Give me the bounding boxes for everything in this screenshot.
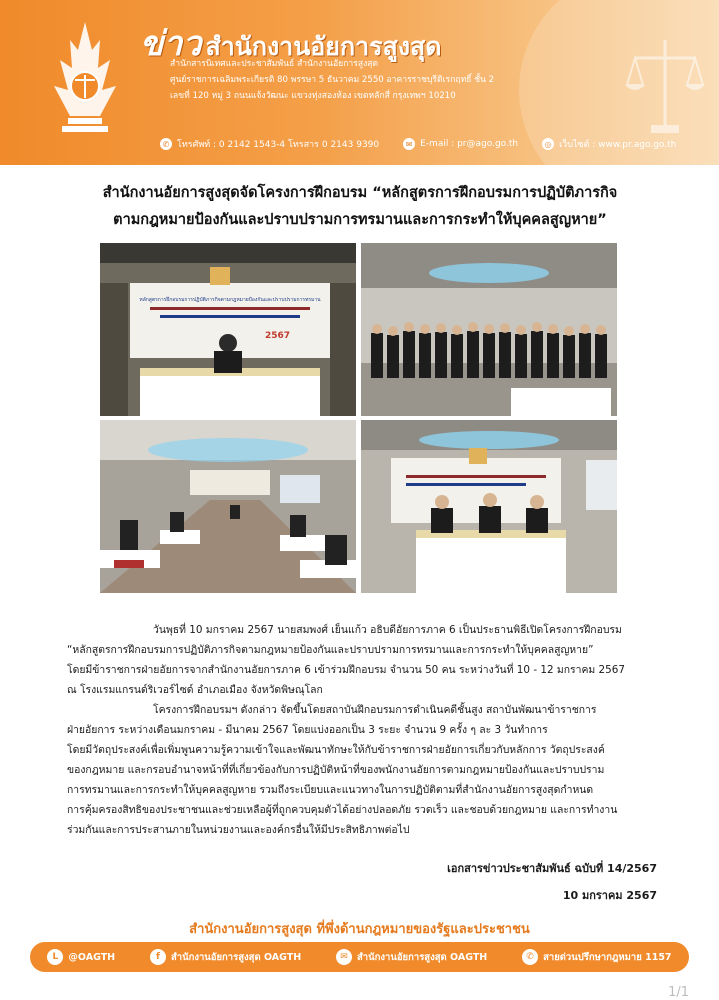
- paragraph-line: “หลักสูตรการฝึกอบรมการปฏิบัติภารกิจตามกฎหมายป้องกันและปราบปรามการทรมานและการกระทำให้บุคคลสูญหาย”: [67, 644, 594, 656]
- svg-text:หลักสูตรการฝึกอบรมการปฏิบัติภา: หลักสูตรการฝึกอบรมการปฏิบัติภารกิจตามกฎหมายป้องกันและปราบปรามการทรมาน: [139, 297, 321, 303]
- line-icon: L: [47, 949, 63, 965]
- title-news: ข่าว: [140, 24, 202, 64]
- address-block: [170, 56, 640, 104]
- footer-facebook-text: สำนักงานอัยการสูงสุด OAGTH: [170, 951, 302, 963]
- phone-icon: ✆: [160, 138, 172, 150]
- page-number: 1/1: [668, 985, 689, 1000]
- page-title: [20, 180, 700, 234]
- footer-facebook[interactable]: [150, 949, 301, 965]
- masthead: [0, 0, 719, 165]
- facebook-icon: f: [150, 949, 166, 965]
- footer-hotline-text: สายด่วนปรึกษากฎหมาย 1157: [543, 951, 672, 963]
- messenger-icon: ✉: [336, 949, 352, 965]
- paragraph-line: การคุ้มครองสิทธิของประชาชนและช่วยเหลือผู้ที่ถูกควบคุมตัวได้อย่างปลอดภัย รวดเร็ว และชอบด้วยกฎหมาย และการทำงาน: [67, 804, 618, 816]
- footer-messenger-text: สำนักงานอัยการสูงสุด OAGTH: [357, 951, 488, 963]
- article-body: [67, 620, 667, 840]
- contact-bar: [160, 133, 680, 155]
- headline-line: สำนักงานอัยการสูงสุดจัดโครงการฝึกอบรม “หลักสูตรการฝึกอบรมการปฏิบัติภารกิจ: [102, 185, 618, 201]
- release-signature: [447, 855, 657, 909]
- svg-text:2567: 2567: [265, 331, 291, 341]
- globe-icon: ◎: [542, 138, 554, 150]
- paragraph-line: ณ โรงแรมแกรนด์ริเวอร์ไซด์ อำเภอเมือง จังหวัดพิษณุโลก: [67, 684, 323, 696]
- paragraph-line: วันพุธที่ 10 มกราคม 2567 นายสมพงศ์ เย็นแก้ว อธิบดีอัยการภาค 6 เป็นประธานพิธีเปิดโครงการฝึกอบรม: [153, 624, 622, 636]
- title-agency: สำนักงานอัยการสูงสุด: [205, 32, 442, 61]
- release-number: เอกสารข่าวประชาสัมพันธ์ ฉบับที่ 14/2567: [447, 862, 657, 875]
- email-text: E-mail : pr@ago.go.th: [420, 139, 519, 149]
- photo-group-participants: [361, 243, 617, 416]
- paragraph-line: ฝ่ายอัยการ ระหว่างเดือนมกราคม - มีนาคม 2567 โดยแบ่งออกเป็น 3 ระยะ จำนวน 9 ครั้ง ๆ ละ 3 วันทำการ: [67, 724, 548, 736]
- footer-messenger[interactable]: [336, 949, 487, 965]
- web-text: เว็บไซต์ : www.pr.ago.go.th: [559, 140, 677, 150]
- paragraph-line: โดยมีวัตถุประสงค์เพื่อเพิ่มพูนความรู้ความเข้าใจและพัฒนาทักษะให้กับข้าราชการฝ่ายอัยการเกี่ยวกับหลักการ วัตถุประสงค์: [67, 744, 605, 756]
- photo-head-table: [361, 420, 617, 593]
- footer-line[interactable]: [47, 949, 115, 965]
- paragraph-line: โดยมีข้าราชการฝ่ายอัยการจากสำนักงานอัยการภาค 6 เข้าร่วมฝึกอบรม จำนวน 50 คน ระหว่างวันที่ 10 - 12 มกราคม 2567: [67, 664, 626, 676]
- contact-phone: [160, 137, 379, 151]
- footer-line-text: @OAGTH: [68, 951, 116, 963]
- address-line: ศูนย์ราชการเฉลิมพระเกียรติ 80 พรรษา 5 ธันวาคม 2550 อาคารราชบุรีดิเรกฤทธิ์ ชั้น 2: [170, 75, 495, 85]
- address-line: สำนักสารนิเทศและประชาสัมพันธ์ สำนักงานอัยการสูงสุด: [170, 59, 379, 69]
- phone-text: โทรศัพท์ : 0 2142 1543-4 โทรสาร 0 2143 9390: [177, 140, 380, 150]
- scales-of-justice-icon: [625, 30, 705, 140]
- address-line: เลขที่ 120 หมู่ 3 ถนนแจ้งวัฒนะ แขวงทุ่งสองห้อง เขตหลักสี่ กรุงเทพฯ 10210: [170, 91, 456, 101]
- photo-opening-speech: [100, 243, 356, 416]
- paragraph-line: ร่วมกันและการประสานภายในหน่วยงานและองค์กรอื่นให้มีประสิทธิภาพต่อไป: [67, 824, 410, 836]
- paragraph-line: โครงการฝึกอบรมฯ ดังกล่าว จัดขึ้นโดยสถาบันฝึกอบรมการดำเนินคดีชั้นสูง สถาบันพัฒนาข้าราชการ: [153, 704, 597, 716]
- phone-icon: ✆: [522, 949, 538, 965]
- paragraph-line: การทรมานและการกระทำให้บุคคลสูญหาย รวมถึงระเบียบและแนวทางในการปฏิบัติตามที่สำนักงานอัยการสูงสุดกำหนด: [67, 784, 594, 796]
- email-icon: ✉: [403, 138, 415, 150]
- agency-emblem-icon: [40, 20, 130, 140]
- headline-line: ตามกฎหมายป้องกันและปราบปรามการทรมานและการกระทำให้บุคคลสูญหาย”: [113, 212, 607, 228]
- footer-contact-bar: [30, 942, 689, 972]
- contact-web[interactable]: [542, 137, 676, 151]
- release-date: 10 มกราคม 2567: [562, 889, 657, 902]
- photo-training-room: [100, 420, 356, 593]
- contact-email[interactable]: [403, 138, 518, 150]
- footer-slogan: สำนักงานอัยการสูงสุด ที่พึ่งด้านกฎหมายของรัฐและประชาชน: [189, 922, 530, 937]
- paragraph-line: ของกฎหมาย และกรอบอำนาจหน้าที่ที่เกี่ยวข้องกับการปฏิบัติหน้าที่ของพนักงานอัยการตามกฎหมายป้องกันและปราบปราม: [67, 764, 605, 776]
- footer-hotline[interactable]: [522, 949, 671, 965]
